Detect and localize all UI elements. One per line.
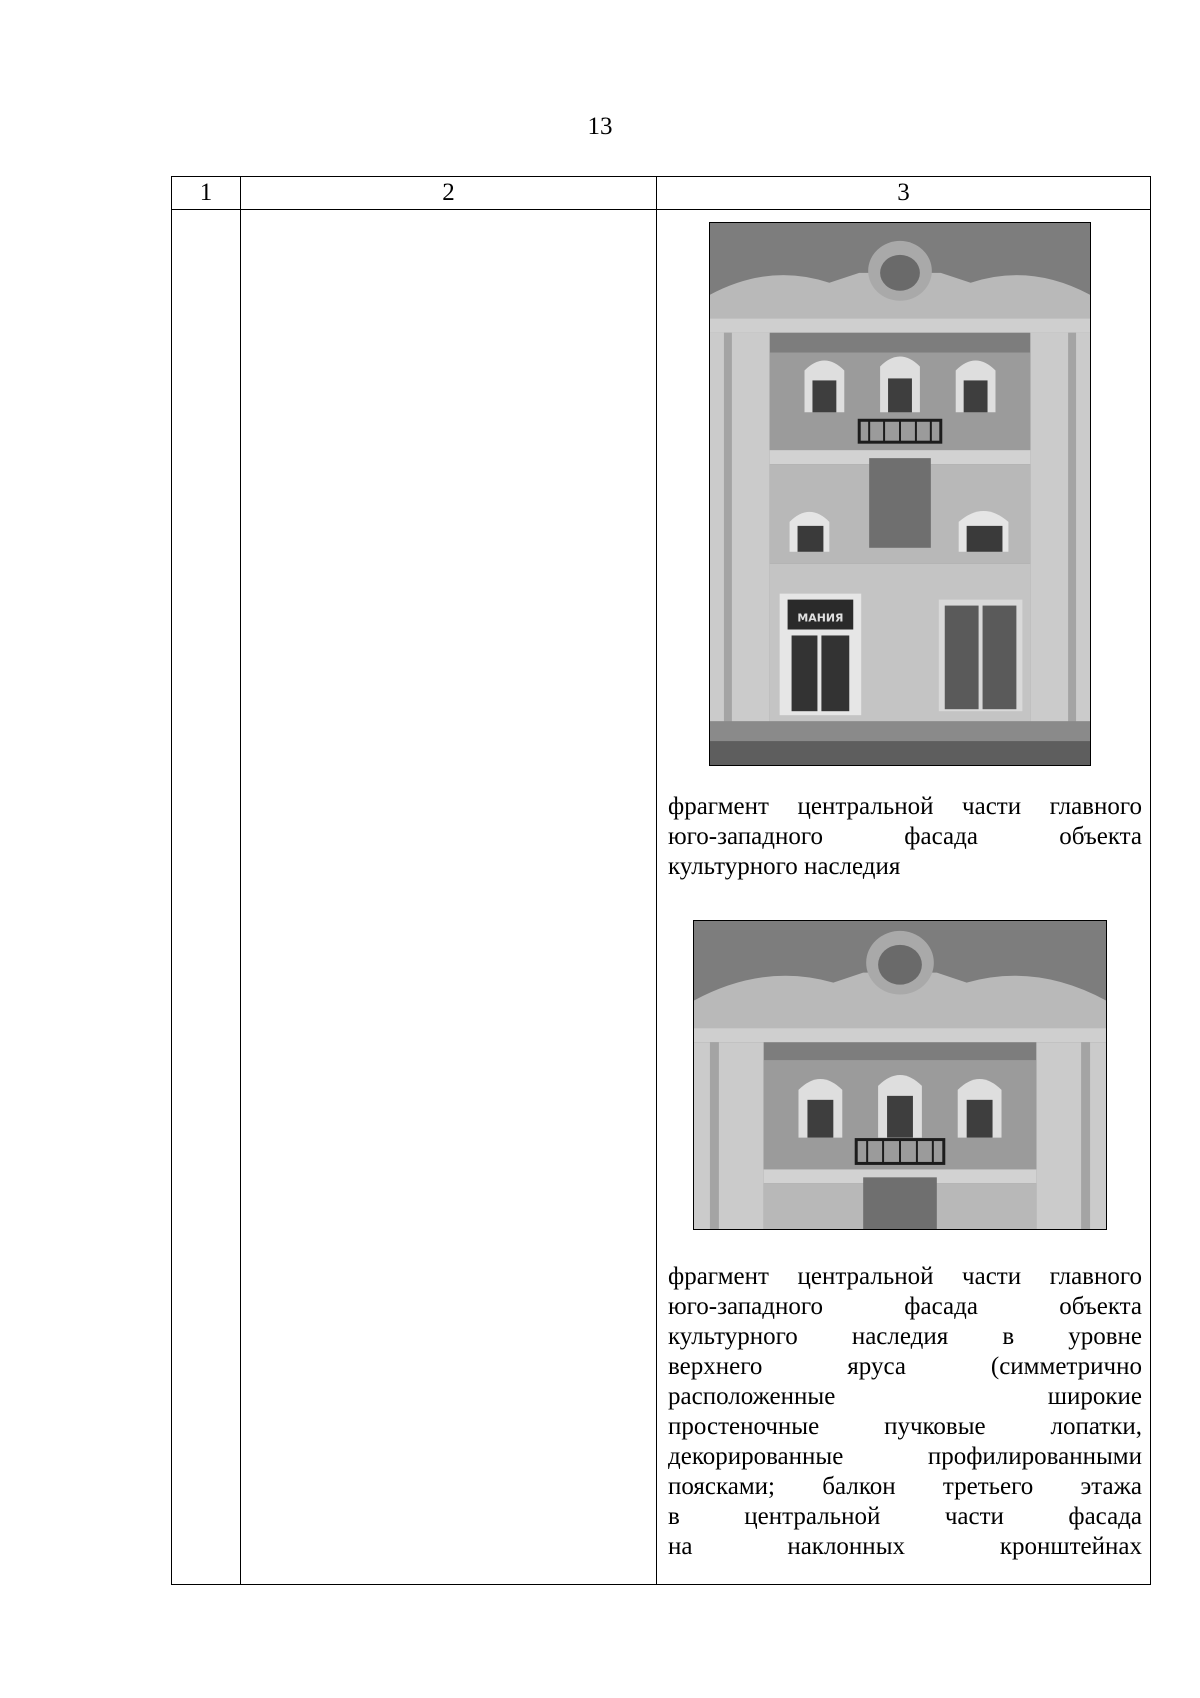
- caption-2: [668, 1262, 1142, 1562]
- column-header-1: 1: [199, 179, 213, 206]
- caption-2-line: фрагмент центральной части главного: [668, 1263, 1142, 1290]
- table-column-divider-2: [656, 176, 657, 1585]
- caption-2-line: культурного наследия в уровне: [668, 1323, 1142, 1350]
- svg-text:МАНИЯ: МАНИЯ: [797, 611, 844, 625]
- caption-1-line: культурного наследия: [668, 853, 901, 880]
- caption-2-line: юго-западного фасада объекта: [668, 1293, 1142, 1320]
- caption-2-line: расположенные широкие: [668, 1383, 1142, 1410]
- caption-2-line: декорированные профилированными: [668, 1443, 1142, 1470]
- column-header-3: 3: [897, 179, 910, 206]
- facade-photo-2: [693, 920, 1107, 1230]
- facade-photo-1: [709, 222, 1091, 766]
- caption-2-line: в центральной части фасада: [668, 1503, 1142, 1530]
- table-left-border: [171, 176, 172, 1585]
- caption-1-line: юго-западного фасада объекта: [668, 823, 1142, 850]
- caption-1-line: фрагмент центральной части главного: [668, 793, 1142, 820]
- table-column-divider-1: [240, 176, 241, 1585]
- table-bottom-border: [171, 1584, 1151, 1585]
- column-header-2: 2: [442, 179, 455, 206]
- caption-2-line: простеночные пучковые лопатки,: [668, 1413, 1142, 1440]
- caption-2-line: на наклонных кронштейнах: [668, 1533, 1142, 1560]
- table-right-border: [1150, 176, 1151, 1585]
- caption-2-line: поясками; балкон третьего этажа: [668, 1473, 1142, 1500]
- caption-1: [668, 792, 1142, 882]
- table-header-divider: [171, 209, 1151, 210]
- page-number: 13: [587, 113, 613, 140]
- caption-2-line: верхнего яруса (симметрично: [668, 1353, 1142, 1380]
